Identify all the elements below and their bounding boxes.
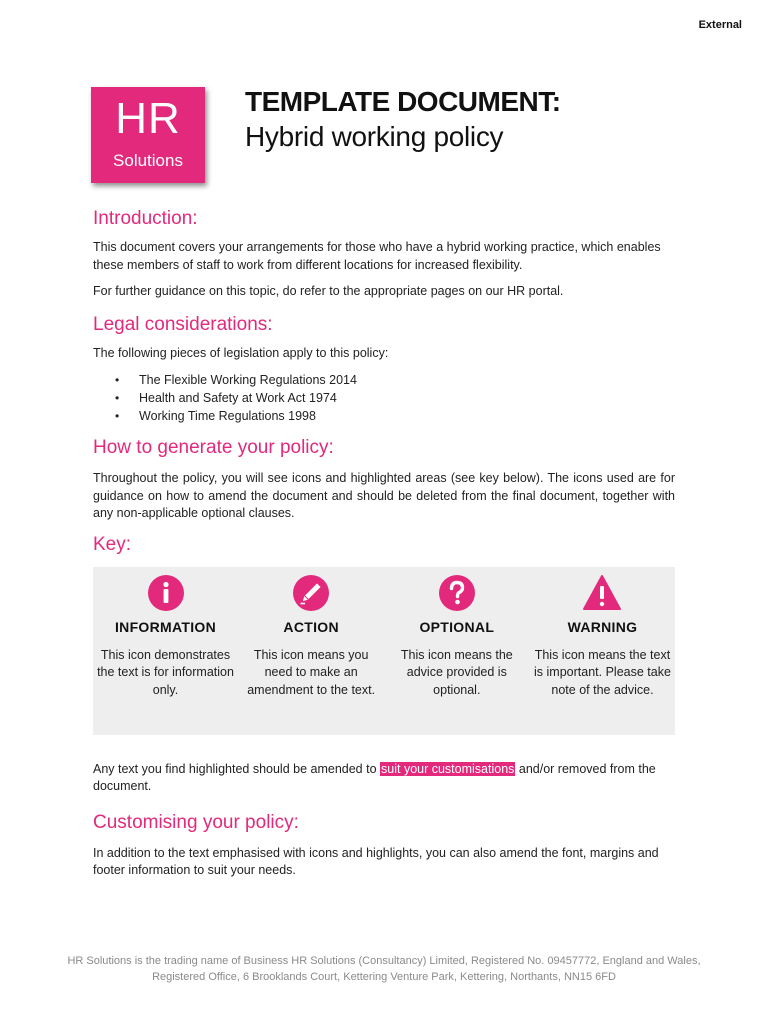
footer-line-1: HR Solutions is the trading name of Business HR Solutions (Consultancy) Limited, Registered No. 09457772, England and Wales, (67, 955, 701, 967)
key-description: This icon means the advice provided is optional. (400, 647, 513, 697)
document-title: TEMPLATE DOCUMENT: (245, 86, 561, 117)
key-description: This icon means you need to make an amendment to the text. (247, 647, 376, 697)
key-item-warning (530, 567, 675, 735)
logo-text-solutions: Solutions (113, 151, 183, 170)
information-icon (146, 573, 186, 613)
key-title: WARNING (567, 618, 638, 635)
key-heading: Key: (93, 533, 132, 555)
legislation-list (93, 371, 675, 425)
key-item-optional (384, 567, 529, 735)
list-item: • Health and Safety at Work Act 1974 (93, 389, 675, 407)
legal-intro: The following pieces of legislation apply to this policy: (93, 345, 389, 360)
generate-heading: How to generate your policy: (93, 437, 334, 458)
list-item: • The Flexible Working Regulations 2014 (93, 371, 675, 389)
highlight-text-before: Any text you find highlighted should be amended to (93, 761, 381, 776)
logo-text-hr: HR (115, 94, 181, 143)
footer-line-2: Registered Office, 6 Brooklands Court, Kettering Venture Park, Kettering, Northants, NN15 6FD (152, 971, 616, 983)
key-item-action (239, 567, 384, 735)
highlighted-text-sample: suit your customisations (381, 761, 515, 776)
warning-icon (582, 573, 622, 613)
introduction-paragraph-1: This document covers your arrangements for those who have a hybrid working practice, which enables these members of staff to work from different locations for increased flexibility. (93, 240, 661, 272)
document-body (93, 205, 675, 880)
classification-label: External (698, 19, 742, 31)
legal-heading: Legal considerations: (93, 313, 273, 335)
key-item-information (93, 567, 238, 735)
document-subtitle: Hybrid working policy (245, 121, 504, 152)
page-footer (40, 953, 728, 985)
generate-paragraph: Throughout the policy, you will see icons and highlighted areas (see key below). The icons used are for guidance on how to amend the document and should be deleted from the final document, together with any non-applicable optional clauses. (93, 471, 675, 520)
list-item: • Working Time Regulations 1998 (93, 407, 675, 425)
key-description: This icon means the text is important. Please take note of the advice. (534, 647, 671, 697)
customise-paragraph: In addition to the text emphasised with icons and highlights, you can also amend the font, margins and footer information to suit your needs. (93, 845, 659, 877)
key-title: ACTION (283, 618, 339, 635)
customise-heading: Customising your policy: (93, 811, 299, 833)
key-title: INFORMATION (114, 618, 217, 635)
introduction-paragraph-2: For further guidance on this topic, do refer to the appropriate pages on our HR portal. (93, 284, 564, 298)
highlight-text-after: and/or removed from the document. (93, 761, 656, 793)
key-title: OPTIONAL (419, 618, 495, 635)
pencil-icon (291, 573, 331, 613)
key-description: This icon demonstrates the text is for information only. (97, 647, 234, 697)
introduction-heading: Introduction: (93, 208, 198, 229)
highlight-paragraph (93, 761, 675, 796)
icon-key-panel (93, 567, 675, 735)
hr-solutions-logo (91, 87, 205, 183)
question-icon (437, 573, 477, 613)
